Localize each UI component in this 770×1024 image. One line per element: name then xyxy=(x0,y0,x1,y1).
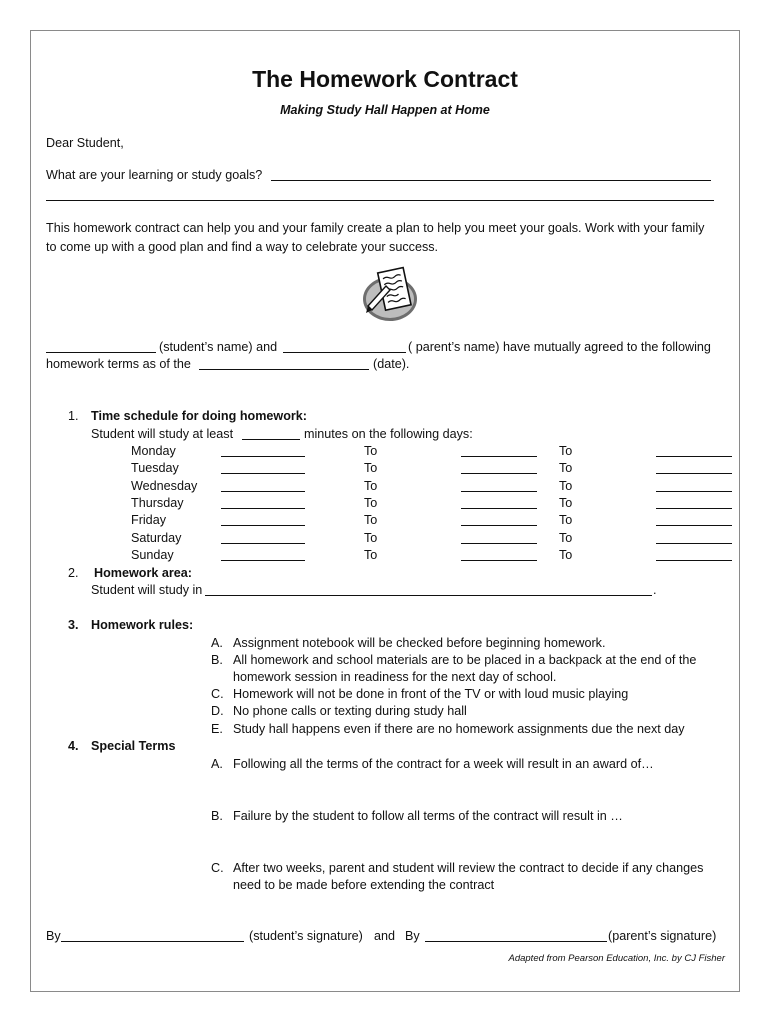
section-2-number: 2. xyxy=(68,566,79,580)
schedule-end-line[interactable] xyxy=(461,543,537,544)
schedule-extra-line[interactable] xyxy=(656,560,732,561)
schedule-to-label: To xyxy=(559,495,573,510)
schedule-to-label: To xyxy=(559,530,573,545)
goals-question: What are your learning or study goals? xyxy=(46,168,263,182)
schedule-day-label: Friday xyxy=(131,513,166,528)
study-minutes-suffix: minutes on the following days: xyxy=(304,427,473,441)
schedule-end-line[interactable] xyxy=(461,525,537,526)
terms-as-of-label: homework terms as of the xyxy=(46,357,191,371)
schedule-extra-line[interactable] xyxy=(656,525,732,526)
schedule-to-label: To xyxy=(364,461,378,476)
special-term-item-text: After two weeks, parent and student will review the contract to decide if any changes xyxy=(233,861,704,875)
parent-signature-line[interactable] xyxy=(425,941,607,942)
student-signature-label: (student’s signature) xyxy=(249,929,363,943)
date-line[interactable] xyxy=(199,369,369,370)
goals-input-line-1[interactable] xyxy=(271,180,711,181)
schedule-end-line[interactable] xyxy=(461,560,537,561)
parent-name-label: ( parent’s name) have mutually agreed to the following xyxy=(408,340,711,354)
rule-item-text: No phone calls or texting during study hall xyxy=(233,704,467,718)
rule-item-text: homework session in readiness for the next day of school. xyxy=(233,670,557,685)
student-name-label: (student’s name) and xyxy=(159,340,278,354)
schedule-extra-line[interactable] xyxy=(656,508,732,509)
schedule-to-label: To xyxy=(364,444,378,458)
section-4-heading: Special Terms xyxy=(91,739,176,753)
schedule-extra-line[interactable] xyxy=(656,473,732,474)
schedule-start-line[interactable] xyxy=(221,508,305,509)
rule-item-letter: C. xyxy=(211,687,224,701)
section-1-heading: Time schedule for doing homework: xyxy=(91,409,307,423)
study-minutes-line[interactable] xyxy=(242,439,300,440)
intro-paragraph-line-1: This homework contract can help you and your family create a plan to help you meet your goals. Work with your family xyxy=(46,221,705,235)
schedule-end-line[interactable] xyxy=(461,508,537,509)
schedule-start-line[interactable] xyxy=(221,456,305,457)
page-title: The Homework Contract xyxy=(252,66,518,92)
schedule-to-label: To xyxy=(559,478,573,493)
schedule-start-line[interactable] xyxy=(221,473,305,474)
special-term-item-letter: C. xyxy=(211,861,224,875)
special-term-item-text: Following all the terms of the contract for a week will result in an award of… xyxy=(233,757,654,771)
schedule-to-label: To xyxy=(559,444,573,458)
parent-name-line[interactable] xyxy=(283,352,406,353)
section-3-heading: Homework rules: xyxy=(91,618,194,632)
schedule-to-label: To xyxy=(364,478,378,493)
schedule-extra-line[interactable] xyxy=(656,491,732,492)
study-minutes-prefix: Student will study at least xyxy=(91,427,234,441)
rule-item-letter: B. xyxy=(211,653,223,667)
study-area-period: . xyxy=(653,583,657,597)
parent-signature-label: (parent’s signature) xyxy=(608,929,717,943)
intro-paragraph-line-2: to come up with a good plan and find a way to celebrate your success. xyxy=(46,240,439,254)
schedule-start-line[interactable] xyxy=(221,543,305,544)
schedule-start-line[interactable] xyxy=(221,525,305,526)
schedule-day-label: Sunday xyxy=(131,547,174,562)
rule-item-letter: E. xyxy=(211,722,223,736)
schedule-to-label: To xyxy=(559,547,573,562)
schedule-to-label: To xyxy=(364,513,378,528)
schedule-day-label: Monday xyxy=(131,444,176,458)
and-label: and xyxy=(374,929,396,943)
schedule-extra-line[interactable] xyxy=(656,543,732,544)
study-area-line[interactable] xyxy=(205,595,652,596)
section-3-number: 3. xyxy=(68,618,79,632)
schedule-to-label: To xyxy=(364,547,378,562)
footer-credit: Adapted from Pearson Education, Inc. by CJ Fisher xyxy=(508,953,725,964)
schedule-to-label: To xyxy=(559,513,573,528)
section-4-number: 4. xyxy=(68,739,79,753)
rule-item-text: Assignment notebook will be checked before beginning homework. xyxy=(233,636,606,650)
special-term-item-letter: B. xyxy=(211,809,223,823)
schedule-extra-line[interactable] xyxy=(656,456,732,457)
parent-by-label: By xyxy=(405,929,420,943)
schedule-day-label: Saturday xyxy=(131,530,182,545)
date-label: (date). xyxy=(373,357,410,371)
rule-item-letter: D. xyxy=(211,704,224,718)
schedule-start-line[interactable] xyxy=(221,491,305,492)
schedule-day-label: Thursday xyxy=(131,495,184,510)
rule-item-letter: A. xyxy=(211,636,223,650)
rule-item-text: All homework and school materials are to be placed in a backpack at the end of the xyxy=(233,653,697,667)
special-term-item-letter: A. xyxy=(211,757,223,771)
schedule-end-line[interactable] xyxy=(461,456,537,457)
schedule-to-label: To xyxy=(364,495,378,510)
contract-scroll-icon xyxy=(360,266,422,324)
special-term-item-text: Failure by the student to follow all terms of the contract will result in … xyxy=(233,809,623,823)
rule-item-text: Study hall happens even if there are no homework assignments due the next day xyxy=(233,722,685,736)
student-name-line[interactable] xyxy=(46,352,156,353)
greeting: Dear Student, xyxy=(46,136,124,150)
schedule-to-label: To xyxy=(559,461,573,476)
schedule-start-line[interactable] xyxy=(221,560,305,561)
goals-input-line-2[interactable] xyxy=(46,200,714,201)
schedule-end-line[interactable] xyxy=(461,491,537,492)
rule-item-text: Homework will not be done in front of the TV or with loud music playing xyxy=(233,687,629,701)
student-by-label: By xyxy=(46,929,61,943)
schedule-day-label: Wednesday xyxy=(131,478,198,493)
schedule-end-line[interactable] xyxy=(461,473,537,474)
page-subtitle: Making Study Hall Happen at Home xyxy=(280,103,490,117)
section-1-number: 1. xyxy=(68,409,79,423)
schedule-to-label: To xyxy=(364,530,378,545)
study-area-label: Student will study in xyxy=(91,583,203,597)
student-signature-line[interactable] xyxy=(61,941,244,942)
special-term-item-text: need to be made before extending the contract xyxy=(233,878,495,893)
schedule-day-label: Tuesday xyxy=(131,461,179,476)
section-2-heading: Homework area: xyxy=(94,566,192,580)
